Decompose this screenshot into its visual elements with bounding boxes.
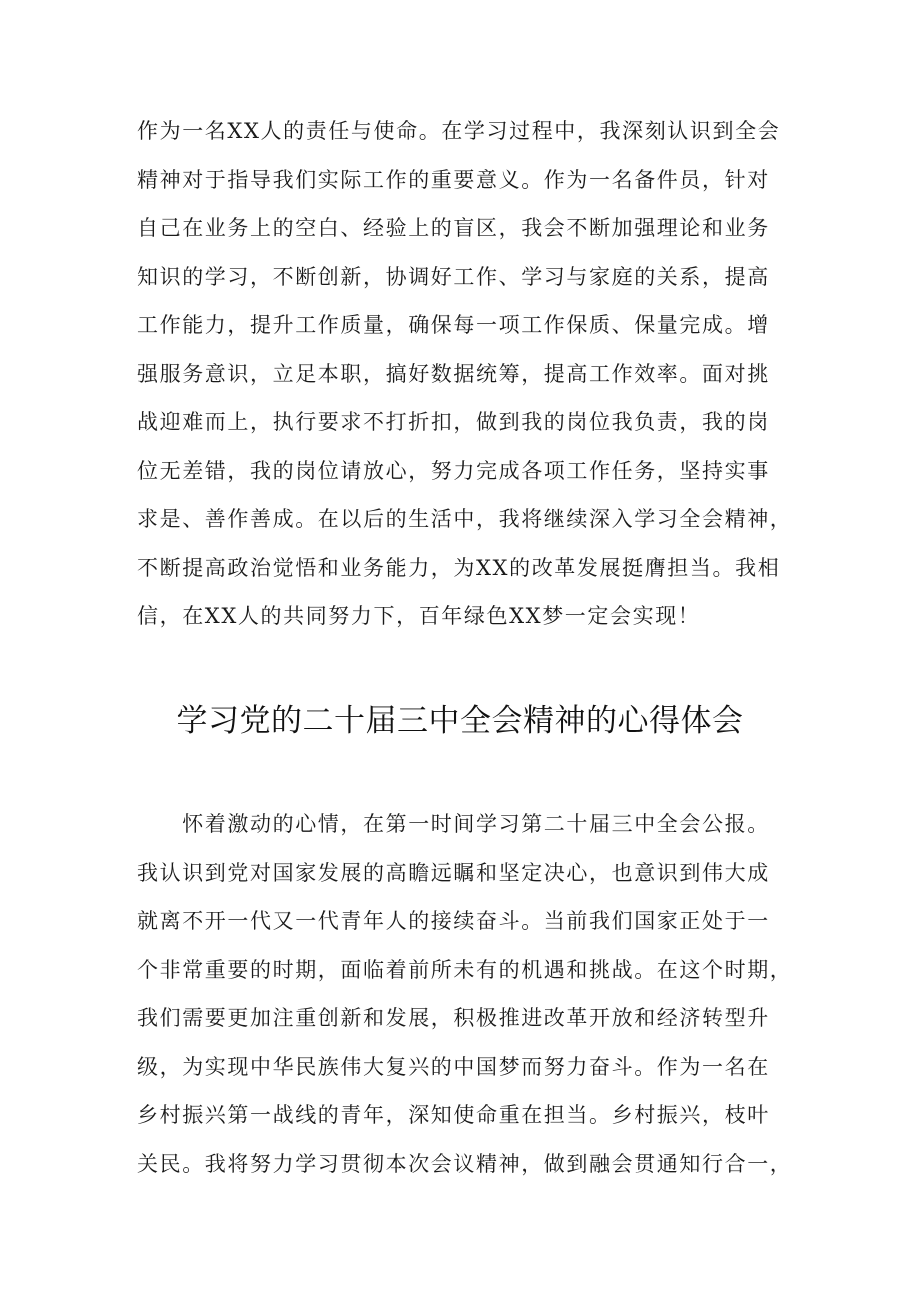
paragraph-line: 级，为实现中华民族伟大复兴的中国梦而努力奋斗。作为一名在 bbox=[137, 1054, 770, 1079]
section-title: 学习党的二十届三中全会精神的心得体会 bbox=[176, 703, 744, 739]
paragraph-line: 我们需要更加注重创新和发展，积极推进改革开放和经济转型升 bbox=[137, 1006, 770, 1030]
paragraph-line: 我认识到党对国家发展的高瞻远瞩和坚定决心，也意识到伟大成 bbox=[137, 860, 770, 885]
paragraph-line: 求是、善作善成。在以后的生活中，我将继续深入学习全会精神， bbox=[137, 507, 793, 531]
paragraph-line: 信，在XX人的共同努力下，百年绿色XX梦一定会实现！ bbox=[137, 604, 701, 628]
paragraph-line: 怀着激动的心情，在第一时间学习第二十届三中全会公报。 bbox=[137, 812, 770, 836]
paragraph-line: 不断提高政治觉悟和业务能力，为XX的改革发展挺膺担当。我相 bbox=[137, 555, 781, 580]
paragraph-line: 乡村振兴第一战线的青年，深知使命重在担当。乡村振兴，枝叶 bbox=[137, 1103, 770, 1127]
paragraph-line: 个非常重要的时期，面临着前所未有的机遇和挑战。在这个时期， bbox=[137, 957, 793, 982]
paragraph-line: 关民。我将努力学习贯彻本次会议精神，做到融会贯通知行合一， bbox=[137, 1151, 793, 1176]
paragraph-line: 自己在业务上的空白、经验上的盲区，我会不断加强理论和业务 bbox=[137, 216, 770, 240]
paragraph-line: 就离不开一代又一代青年人的接续奋斗。当前我们国家正处于一 bbox=[137, 909, 770, 933]
body-paragraph-1 bbox=[137, 107, 797, 641]
paragraph-line: 知识的学习，不断创新，协调好工作、学习与家庭的关系，提高 bbox=[137, 264, 770, 289]
paragraph-line: 工作能力，提升工作质量，确保每一项工作保质、保量完成。增 bbox=[137, 313, 770, 337]
paragraph-line: 强服务意识，立足本职，搞好数据统筹，提高工作效率。面对挑 bbox=[137, 361, 770, 386]
paragraph-line: 战迎难而上，执行要求不打折扣，做到我的岗位我负责，我的岗 bbox=[137, 410, 770, 434]
paragraph-line: 位无差错，我的岗位请放心，努力完成各项工作任务，坚持实事 bbox=[137, 458, 770, 483]
paragraph-line: 作为一名XX人的责任与使命。在学习过程中，我深刻认识到全会 bbox=[137, 119, 781, 143]
body-paragraph-2 bbox=[137, 800, 797, 1188]
paragraph-line: 精神对于指导我们实际工作的重要意义。作为一名备件员，针对 bbox=[137, 167, 770, 192]
